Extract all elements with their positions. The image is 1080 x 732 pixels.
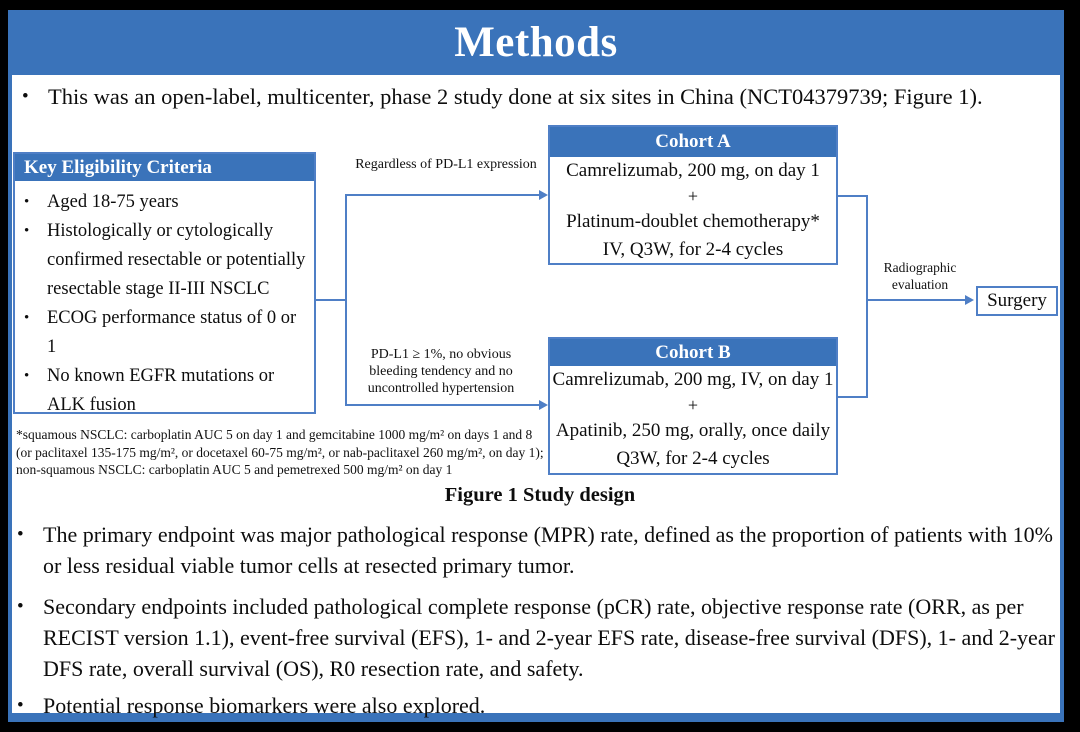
- cohort-a-line: Platinum-doublet chemotherapy*: [566, 211, 820, 232]
- eligibility-item: [24, 304, 310, 362]
- bullet-marker: •: [22, 86, 29, 107]
- eligibility-header: Key Eligibility Criteria: [15, 154, 314, 181]
- cohort-b-header: Cohort B: [550, 339, 836, 366]
- radiographic-evaluation-label: Radiographic evaluation: [883, 260, 957, 292]
- connector-cohort-a-out: [838, 195, 868, 197]
- connector-merge-vertical: [866, 195, 868, 398]
- arrow-right-icon: [539, 400, 548, 410]
- page-title: Methods: [454, 19, 618, 66]
- plus-sign: +: [687, 395, 699, 415]
- cohort-b-line: Q3W, for 2-4 cycles: [616, 448, 770, 469]
- surgery-box: [976, 286, 1058, 316]
- plus-sign: +: [687, 186, 699, 206]
- surgery-label: Surgery: [987, 290, 1047, 311]
- eligibility-item-text: Histologically or cytologically confirmed resectable or potentially resectable stage II-III NSCLC: [47, 221, 306, 299]
- cohort-a-line: IV, Q3W, for 2-4 cycles: [602, 239, 784, 260]
- bullet-study-design: [22, 81, 1052, 112]
- bullet-marker: •: [24, 310, 30, 326]
- eligibility-item-text: Aged 18-75 years: [47, 192, 179, 212]
- connector-branch-vertical: [345, 194, 347, 406]
- connector-to-cohort-a: [345, 194, 539, 196]
- bullet-marker: •: [17, 695, 24, 716]
- arrow-right-icon: [539, 190, 548, 200]
- connector-to-cohort-b: [345, 404, 539, 406]
- connector-cohort-b-out: [838, 396, 868, 398]
- connector-eligibility-out: [315, 299, 346, 301]
- bullet-primary-text: The primary endpoint was major pathological response (MPR) rate, defined as the proportion of patients with 10% or less residual viable tumor cells at resected primary tumor.: [43, 522, 1053, 578]
- eligibility-item-text: No known EGFR mutations or ALK fusion: [47, 366, 275, 415]
- bullet-biomarkers-text: Potential response biomarkers were also explored.: [43, 693, 486, 718]
- connector-to-surgery: [866, 299, 966, 301]
- bullet-marker: •: [17, 596, 24, 617]
- bullet-marker: •: [17, 524, 24, 545]
- eligibility-list: [15, 181, 314, 422]
- eligibility-item-text: ECOG performance status of 0 or 1: [47, 308, 297, 357]
- bullet-marker: •: [24, 368, 30, 384]
- title-banner: [8, 10, 1064, 75]
- cohort-b-line: Camrelizumab, 200 mg, IV, on day 1: [552, 369, 834, 390]
- eligibility-box: [13, 152, 316, 414]
- bullet-study-text: This was an open-label, multicenter, phase 2 study done at six sites in China (NCT04379739; Figure 1).: [48, 84, 983, 109]
- cohort-a-box: [548, 125, 838, 265]
- figure-caption: Figure 1 Study design: [444, 484, 636, 506]
- bullet-primary-endpoint: [17, 519, 1059, 581]
- bullet-secondary-text: Secondary endpoints included pathological complete response (pCR) rate, objective response rate (ORR, as per RECIST version 1.1), event-free survival (EFS), 1- and 2-year EFS rate, disease-free survival (DFS), 1- and 2-year DFS rate, overall survival (OS), R0 resection rate, and safety.: [43, 594, 1055, 681]
- bullet-marker: •: [24, 194, 30, 210]
- eligibility-item: [24, 362, 310, 420]
- eligibility-item: [24, 217, 310, 304]
- arrow-right-icon: [965, 295, 974, 305]
- branch-label-bottom: PD-L1 ≥ 1%, no obvious bleeding tendency and no uncontrolled hypertension: [367, 347, 515, 396]
- bullet-marker: •: [24, 223, 30, 239]
- bullet-biomarkers: [17, 690, 1017, 721]
- cohort-a-line: Camrelizumab, 200 mg, on day 1: [566, 160, 820, 181]
- branch-label-top: Regardless of PD-L1 expression: [355, 157, 537, 172]
- cohort-b-box: [548, 337, 838, 475]
- cohort-a-header: Cohort A: [550, 127, 836, 157]
- figure-footnote: *squamous NSCLC: carboplatin AUC 5 on day 1 and gemcitabine 1000 mg/m² on days 1 and 8 (or paclitaxel 135-175 mg/m², or docetaxel 60-75 mg/m², or nab-paclitaxel 260 mg/m², on day 1); non-squamous NSCLC: carboplatin AUC 5 and pemetrexed 500 mg/m² on day 1: [16, 427, 544, 477]
- bullet-secondary-endpoints: [17, 591, 1063, 684]
- cohort-b-line: Apatinib, 250 mg, orally, once daily: [555, 420, 831, 441]
- eligibility-item: [24, 188, 310, 217]
